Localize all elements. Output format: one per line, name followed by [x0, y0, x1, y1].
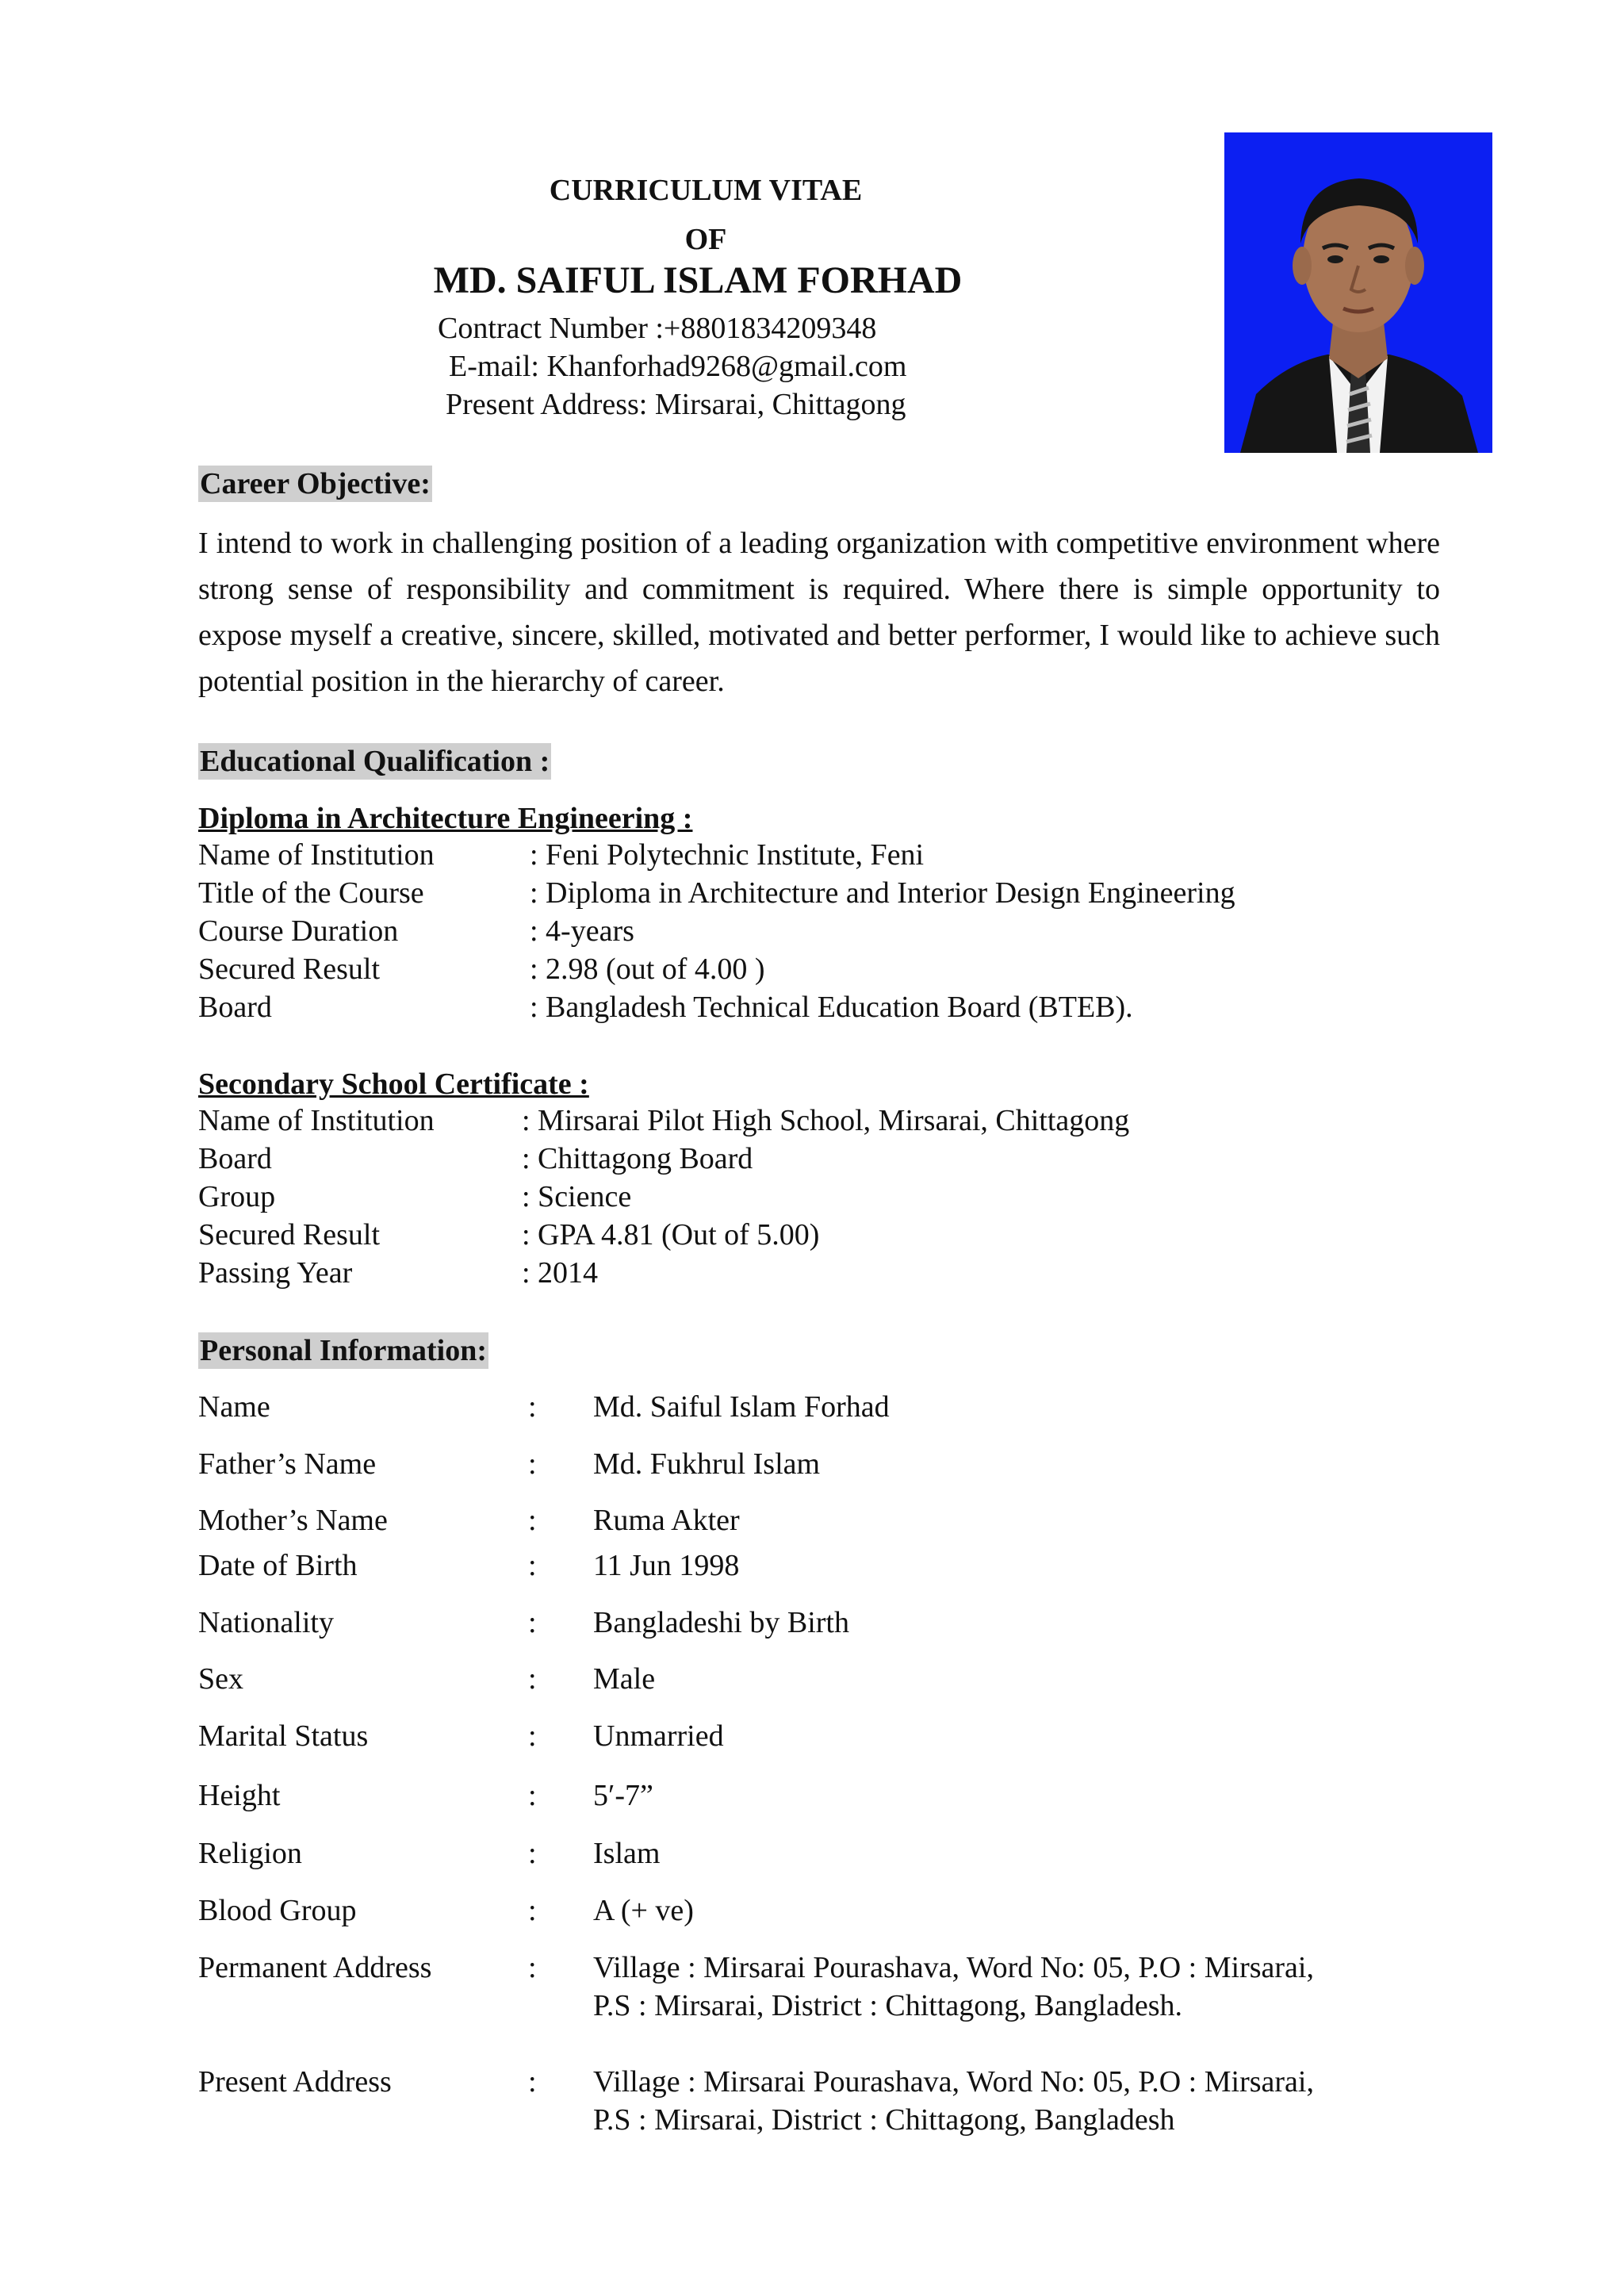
educational-qualification-heading: Educational Qualification : — [200, 745, 550, 778]
career-objective-text: I intend to work in challenging position of a leading organization with competitive environment where strong sense of responsibility and commitment is required. Where there is simple opportunity to expose myself a creative, sincere, skilled, motivated and better performer, I would like to achieve such potential position in the hierarchy of career. — [198, 527, 1440, 698]
row-key: Permanent Address — [198, 1951, 432, 1984]
ssc-heading: Secondary School Certificate : — [198, 1068, 589, 1101]
row-key: Board — [198, 1142, 272, 1175]
row-key: Religion — [198, 1837, 302, 1870]
row-value-continued: P.S : Mirsarai, District : Chittagong, Bangladesh. — [593, 1989, 1183, 2022]
row-separator: : — [528, 1504, 537, 1537]
row-key: Course Duration — [198, 914, 399, 948]
diploma-heading: Diploma in Architecture Engineering : — [198, 802, 693, 835]
row-value: : Chittagong Board — [522, 1142, 753, 1175]
row-value: : 2014 — [522, 1256, 599, 1290]
profile-photo — [1224, 132, 1492, 453]
row-separator: : — [528, 1447, 537, 1481]
row-separator: : — [528, 2065, 537, 2099]
row-value: Islam — [593, 1837, 661, 1870]
row-value: Village : Mirsarai Pourashava, Word No: 05, P.O : Mirsarai, — [593, 2065, 1314, 2099]
row-value: A (+ ve) — [593, 1894, 694, 1927]
row-key: Secured Result — [198, 1218, 381, 1251]
row-separator: : — [528, 1951, 537, 1984]
row-key: Name — [198, 1390, 270, 1424]
contact-email: E-mail: Khanforhad9268@gmail.com — [449, 350, 907, 383]
row-value: Village : Mirsarai Pourashava, Word No: 05, P.O : Mirsarai, — [593, 1951, 1314, 1984]
row-value: : Feni Polytechnic Institute, Feni — [530, 838, 925, 872]
cv-owner-name: MD. SAIFUL ISLAM FORHAD — [433, 259, 963, 301]
row-value: Male — [593, 1662, 656, 1696]
row-separator: : — [528, 1719, 537, 1753]
row-value: Md. Saiful Islam Forhad — [593, 1390, 890, 1424]
row-value: 11 Jun 1998 — [593, 1549, 740, 1582]
row-value-continued: P.S : Mirsarai, District : Chittagong, Bangladesh — [593, 2103, 1175, 2137]
row-key: Title of the Course — [198, 876, 424, 910]
row-value: : Diploma in Architecture and Interior Design Engineering — [530, 876, 1235, 910]
row-separator: : — [528, 1606, 537, 1639]
row-separator: : — [528, 1662, 537, 1696]
row-value: : Mirsarai Pilot High School, Mirsarai, Chittagong — [522, 1104, 1130, 1137]
row-key: Blood Group — [198, 1894, 357, 1927]
row-value: : 4-years — [530, 914, 634, 948]
row-key: Marital Status — [198, 1719, 369, 1753]
career-objective-heading: Career Objective: — [200, 467, 431, 500]
row-key: Father’s Name — [198, 1447, 377, 1481]
row-value: : Bangladesh Technical Education Board (BTEB). — [530, 991, 1133, 1024]
row-key: Board — [198, 991, 272, 1024]
row-key: Secured Result — [198, 953, 381, 986]
row-key: Name of Institution — [198, 1104, 435, 1137]
row-key: Mother’s Name — [198, 1504, 388, 1537]
row-key: Passing Year — [198, 1256, 353, 1290]
row-value: : Science — [522, 1180, 632, 1213]
row-key: Nationality — [198, 1606, 334, 1639]
row-value: : GPA 4.81 (Out of 5.00) — [522, 1218, 820, 1251]
row-value: Ruma Akter — [593, 1504, 740, 1537]
row-separator: : — [528, 1894, 537, 1927]
contact-address: Present Address: Mirsarai, Chittagong — [446, 388, 906, 421]
row-separator: : — [528, 1837, 537, 1870]
row-value: : 2.98 (out of 4.00 ) — [530, 953, 765, 986]
row-separator: : — [528, 1549, 537, 1582]
row-key: Present Address — [198, 2065, 392, 2099]
contact-number: Contract Number :+8801834209348 — [438, 312, 877, 345]
row-separator: : — [528, 1779, 537, 1812]
row-key: Date of Birth — [198, 1549, 358, 1582]
row-separator: : — [528, 1390, 537, 1424]
row-value: Unmarried — [593, 1719, 724, 1753]
row-value: Bangladeshi by Birth — [593, 1606, 849, 1639]
row-key: Sex — [198, 1662, 243, 1696]
row-key: Group — [198, 1180, 276, 1213]
cv-title: CURRICULUM VITAE — [549, 174, 863, 207]
row-key: Name of Institution — [198, 838, 435, 872]
cv-title-of: OF — [684, 223, 727, 256]
row-value: Md. Fukhrul Islam — [593, 1447, 821, 1481]
personal-information-heading: Personal Information: — [200, 1334, 488, 1367]
row-value: 5′-7” — [593, 1779, 653, 1812]
row-key: Height — [198, 1779, 281, 1812]
